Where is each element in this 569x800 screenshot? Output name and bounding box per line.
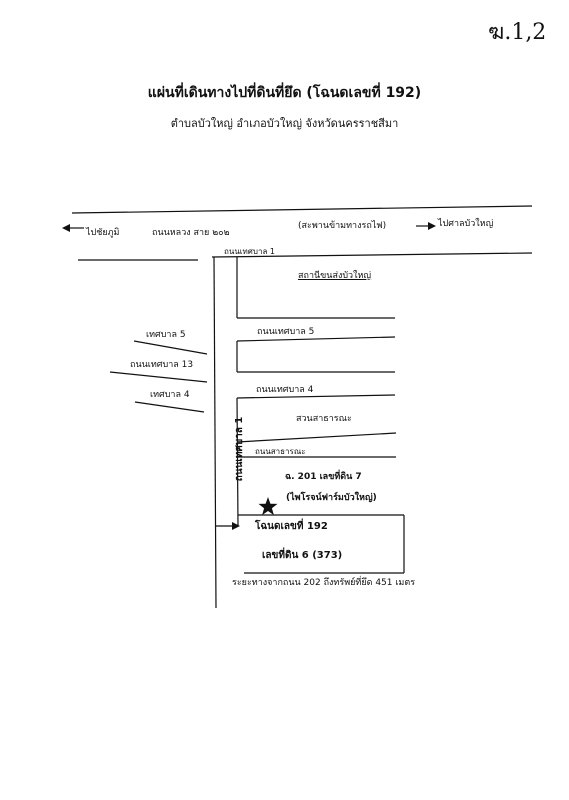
park-label: สวนสาธารณะ [296,414,352,424]
thetsaban4-right-label: ถนนเทศบาล 4 [256,385,314,395]
highway-top-line [72,206,532,213]
thetsaban4-left-label: เทศบาล 4 [150,390,190,400]
arrow-left-icon [62,224,70,232]
thetsaban4-right-top [237,395,395,398]
thetsaban1-vertical-label: ถนนเทศบาล 1 [234,416,245,482]
thetsaban5-right-top [237,337,395,341]
highway-name-label: ถนนหลวง สาย ๒๐๒ [152,228,230,238]
distance-note: ระยะทางจากถนน 202 ถึงทรัพย์ที่ยึด 451 เมตร [232,578,416,588]
thetsaban4-left-line [135,402,204,412]
thetsaban1-top-label: ถนนเทศบาล 1 [224,247,275,256]
public-road-label: ถนนสาธารณะ [255,447,306,456]
neighbor-plot-label: ฉ. 201 เลขที่ดิน 7 [285,472,362,482]
map-title: แผ่นที่เดินทางไปที่ดินที่ยึด (โฉนดเลขที่ 192) [147,85,422,101]
thetsaban5-left-label: เทศบาล 5 [146,330,186,340]
page-mark: ฆ.1,2 [488,20,547,45]
plot-arrow-head [232,522,240,530]
thetsaban5-left-line [134,341,207,354]
target-star-icon [259,497,278,515]
right-direction-label: ไปศาลบัวใหญ่ [438,219,494,229]
park-bottom [237,433,396,442]
bus-station-label: สถานีขนส่งบัวใหญ่ [298,271,372,281]
bridge-label: (สะพานข้ามทางรถไฟ) [298,221,387,231]
thetsaban13-line [110,372,207,382]
map-subtitle: ตำบลบัวใหญ่ อำเภอบัวใหญ่ จังหวัดนครราชสีมา [170,117,399,130]
land-number-label: เลขที่ดิน 6 (373) [262,550,343,561]
thetsaban13-label: ถนนเทศบาล 13 [130,360,194,370]
deed-number-label: โฉนดเลขที่ 192 [255,521,328,532]
neighbor-name-label: (ไพโรจน์ฟาร์มบัวใหญ่) [286,493,377,503]
left-direction-label: ไปชัยภูมิ [86,228,120,238]
thetsaban1-left-edge [214,257,216,608]
thetsaban5-right-label: ถนนเทศบาล 5 [257,327,315,337]
arrow-right-icon [428,222,436,230]
